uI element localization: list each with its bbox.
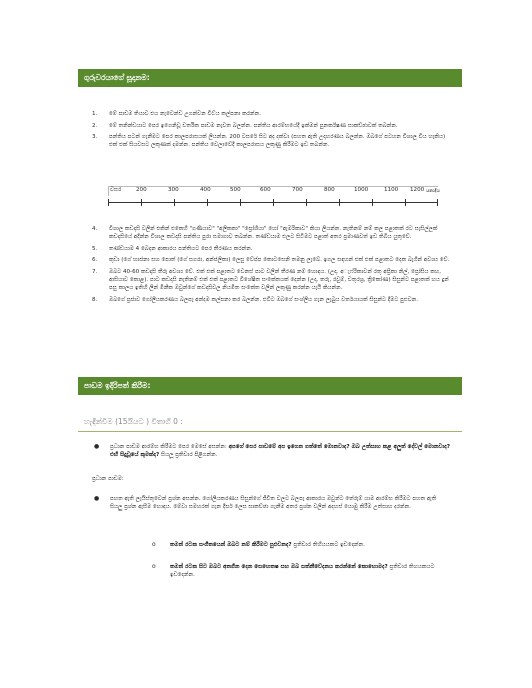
timeline-label: 1200 (410, 187, 425, 193)
timeline-tick (273, 199, 274, 206)
item-text: ඔබගේ ප්‍රජාව ගෝලීයකරණය බලපෑ අන්දම කල්පනා කර බලන්න. එවිට ඔබගේ සංශ්ලිය ගැන ලැබුය වර්තයායක් සිසුන්ට දීමට පුළුවන. (109, 296, 419, 303)
timeline-label: වසර (110, 187, 122, 193)
item-text: ප්‍රතිචාර තිහයකයට ඉඩදෙන්න. (170, 564, 435, 579)
item-number: 4. (92, 226, 98, 232)
timeline-tick (306, 199, 307, 206)
timeline-label: 800 (324, 187, 335, 193)
list-item (92, 268, 450, 293)
list-item (92, 122, 450, 130)
item-number: 8. (92, 296, 98, 303)
item-text: ප්‍රතිචාර තිහියයකට ඉඩදෙන්න. (291, 542, 365, 548)
timeline-label: 1000 (354, 187, 369, 193)
list-item (94, 495, 450, 511)
list-item (92, 225, 450, 241)
section-header-teacher-preparation (78, 69, 462, 87)
preparation-steps-list (92, 110, 450, 153)
subsection-title: හැඳින්වීම (15යියට ) විතාගි 0 : (84, 417, 183, 426)
item-text: පහත ඇති ලැයිස්තුවෙන් ප්‍රශ්න අසන්න. ගෝලීයකරණය සිසුන්ගේ ජීවිත වලට බලපෑ ආකාරය ඔවුන්ට තේරුම් යාම ආරම්භ කිරීමට පහත ඇති සියලු ප්‍රශ්න ඇසීම හොඳය. මේවා සමහරක් ගැන දීර්ඝ ලෙස සාකච්ඡා ගැනීම අතර ප්‍රශ්න වලින් අදහස් යොමු කිරීම උත්සාහ දරන්න. (110, 496, 437, 511)
list-item (152, 541, 460, 549)
timeline-label: 200 (136, 187, 147, 193)
timeline-tick (405, 199, 406, 206)
item-text: පන්තිය පටන් ගැනීමට පෙර කාලපරාසයක් ලියන්න. 200 වසරේ සිට අද දක්වා (පහත ඇති උදාහරණය බලන්න. ඔබගේ පටහන විශාල විය හැකිය) එක් එක් සියවසට ලකුණක් දමන්න. පන්තිය වෙලාවේදී කාලපරාසය ලකුණු කිරීමට ඉඩ තබන්න. (109, 134, 446, 149)
list-item (92, 110, 450, 118)
bullet-dot-icon: ● (94, 443, 100, 450)
item-number: 7. (92, 268, 98, 275)
timeline-tick (108, 199, 109, 206)
item-number: 3. (92, 134, 98, 141)
main-lesson-label: ප්‍රධාන පාඩම: (92, 476, 124, 482)
bullet-ring-icon: o (152, 563, 156, 570)
timeline-tick (372, 199, 373, 206)
item-text-bold: අපගේ පෙර පාඩමේ අප ඉගෙන ගත්තේ මොනවාද? ඔබ උත්සාහ කළ අලුත් දේවල් මොනවාද? එහි සිදුවූයේ කුමක්ද? (110, 444, 451, 459)
timeline-tick (240, 199, 241, 206)
timeline-tick (437, 199, 438, 206)
timeline-label: 300 (168, 187, 179, 193)
item-text: ඔබට 40-60 කඩදාසි තීරු අවශ්‍ය වේ. එක් එක් පළාතට වෙනස් පාට වලින් තීරණ නම් හොඳය. (උදා. අැෆ්රිකාවන් රතු අප්‍රිකා නිල්, ප්‍රෝසිය කහ, ආසියාව කොළ). පාට කඩදාසි නැතිනම් එක් එක් පළාතට විශේෂිත සංකේතයක් දෙන්න (උදා. තරු, රවුම්, චතුරශ්‍ර, ත්‍රිකෝණ) සිසුන්ට පළාතක් හය දුන් පසු කාලය ඉතිහි ලින් මිනීක ඔවුන්ගේ කඩදාසිවල නියමිත සංකේත වලින් ලකුණු කරන්න යැයි කියන්න. (109, 268, 449, 292)
section-title: පාඩම ඉදිරිපත් කිරීම: (84, 381, 151, 390)
timeline-label: 400 (200, 187, 211, 193)
list-item (92, 245, 450, 253)
subsection-header-introduction (78, 414, 462, 432)
timeline-label: 600 (260, 187, 271, 193)
item-number: 2. (92, 122, 98, 129)
timeline-label: 700 (292, 187, 303, 193)
timeline-label: යනාදිය (426, 189, 440, 194)
item-text: විශාල කඩදාසි වලින් එකින් එකෙහි "ගණියාව" "අලිකකා" "ප්‍රෝශියා" හෝ "ඇමරිකාව" කියා ලියන්න. නැතිනම් නම් කල පළාතක් රට සැසිල්ලක් කඩදාසියේ අදින්න විශාල කඩදාසි පන්තිය පුරා සමාගාව තබන්න. තණ්ඩයාම එලට සිටිමට පළාත් අතර ප්‍රමාණවත් ඉඩ තිබිය යුතුවේ. (109, 226, 438, 241)
bullet-dot-icon: ● (94, 495, 100, 502)
item-number: 6. (92, 257, 98, 264)
list-item (92, 296, 450, 304)
list-item (94, 443, 451, 459)
item-text: සියලූ ප්‍රතිචාර පිළිගන්න. (159, 452, 218, 459)
item-text: කුඩා (ගේ භාජනා සහ පොත් (ගේ සගරා, අන්ජලිකා) ලෙසු වේප්ප කොටසෙනි තමනු ලැබේ. ඉගල සඳහන් එක් එක් පළාතට දෙක බැගින් අවශ්‍ය වේ. (109, 257, 450, 264)
item-text-bold: තමන් රටක සිට ඔබට අතගින දෙන සෙහෙතෂ සහ ඔබ සත්නීවේදනය කරන්නේ කොහොමද? (170, 564, 388, 570)
item-text: ප්‍රධාන පාඩම ආරම්භ කිරීමට පෙර මෙසේ අසන්න: (110, 444, 229, 450)
preparation-steps-list-continued (92, 225, 450, 308)
item-number: 5. (92, 245, 98, 252)
list-item (152, 563, 460, 579)
section-title: ගුරුවරයාගේ සූදානම: (84, 73, 150, 82)
list-item (92, 256, 450, 264)
item-text: මේ පාඩම තියාව එය නැවෙන්ඩ උගන්වන විට්ය කල්පනා කරන්න. (109, 111, 261, 117)
timeline-tick (141, 199, 142, 206)
item-text-bold: තමන් රටක සංගීතයෙන් ඔබට නම් කිරීමට පුළුවනද? (170, 542, 292, 548)
timeline-label: 500 (230, 187, 241, 193)
timeline-tick (207, 199, 208, 206)
item-text: තණ්ඩයාම 4 බෙදන ආකාරය පන්තියට පෙර තීරණය කරන්න. (109, 245, 253, 252)
item-number: 1. (92, 111, 98, 117)
section-header-lesson-presentation (78, 377, 462, 395)
item-text: මේ තනින්ඩයාට පෙර ඉගෙනිවූ චර්තික පාඩම නැවත බලන්න. පන්තිය ආරම්භයේදී ඉක්මන් පුනර්ක්ෂණ සාකච්ඡාවක් තබන්න. (109, 122, 398, 129)
timeline-tick (339, 199, 340, 206)
bullet-ring-icon: o (152, 541, 156, 548)
timeline-figure (108, 186, 438, 210)
timeline-tick (174, 199, 175, 206)
timeline-label: 1100 (384, 187, 399, 193)
list-item (92, 133, 450, 149)
